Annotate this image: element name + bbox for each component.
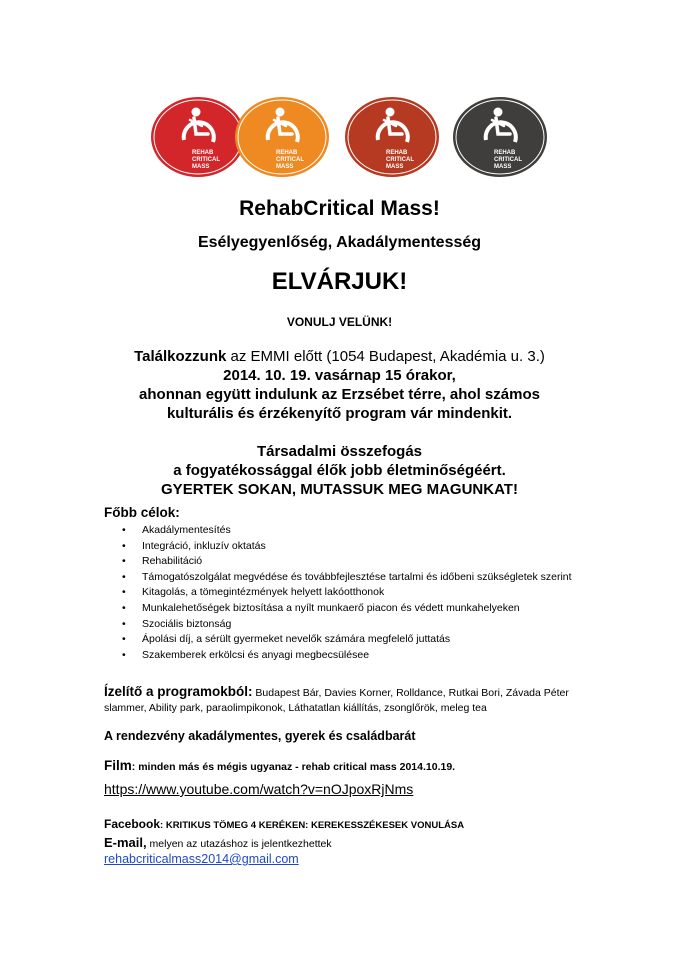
logo-row (0, 96, 679, 178)
svg-text:REHAB: REHAB (276, 150, 298, 156)
bullet: • (122, 633, 126, 646)
bullet: • (122, 555, 126, 568)
list-item: • Kitagolás, a tömegintézmények helyett lakóotthonok (122, 586, 385, 599)
wheelchair-logo-icon (344, 96, 440, 178)
meeting-date: 2014. 10. 19. vasárnap 15 órakor, (223, 367, 456, 384)
svg-text:MASS: MASS (192, 164, 210, 170)
meeting-info (0, 347, 679, 423)
bullet: • (122, 539, 126, 552)
meeting-line-4: kulturális és érzékenyítő program vár mindenkit. (166, 405, 513, 422)
svg-text:MASS: MASS (276, 164, 294, 170)
page-subtitle: Esélyegyenlőség, Akadálymentesség (197, 234, 482, 251)
bullet: • (122, 617, 126, 630)
svg-text:REHAB: REHAB (494, 150, 516, 156)
svg-text:REHAB: REHAB (192, 150, 214, 156)
meeting-line-3: ahonnan együtt indulunk az Erzsébet térre, ahol számos (139, 386, 540, 403)
email-info (104, 835, 332, 850)
svg-text:MASS: MASS (386, 164, 404, 170)
solidarity-line-3: GYERTEK SOKAN, MUTASSUK MEG MAGUNKAT! (161, 481, 518, 498)
solidarity-block (0, 442, 679, 499)
meeting-line-1 (0, 347, 679, 366)
goals-heading: Főbb célok: (104, 505, 180, 520)
wheelchair-logo-icon (150, 96, 246, 178)
list-item: • Munkalehetőségek biztosítása a nyílt munkaerő piacon és védett munkahelyeken (122, 601, 520, 614)
rehab-critical-mass-logo-red (150, 96, 246, 178)
bullet: • (122, 648, 126, 661)
facebook-group-name: KRITIKUS TÖMEG 4 KERÉKEN: KEREKESSZÉKESEK VONULÁSA (165, 820, 465, 831)
tagline: VONULJ VELÜNK! (286, 315, 393, 329)
program-text: Budapest Bár, Davies Korner, Rolldance, Rutkai Bori, Závada Péter slammer, Ability park, paraolimpikonok, Láthatatlan kiállítás, zsonglőrök, meleg tea (104, 687, 569, 714)
list-item: • Rehabilitáció (122, 555, 203, 568)
meeting-place: az EMMI előtt (1054 Budapest, Akadémia u. 3.) (226, 348, 545, 365)
bullet: • (122, 570, 126, 583)
accessibility-note: A rendezvény akadálymentes, gyerek és családbarát (104, 729, 416, 743)
facebook-info: Facebook: KRITIKUS TÖMEG 4 KERÉKEN: KEREKESSZÉKESEK VONULÁSA (104, 817, 465, 831)
email-link[interactable]: rehabcriticalmass2014@gmail.com (104, 852, 299, 866)
wheelchair-logo-icon (234, 96, 330, 178)
film-text: minden más és mégis ugyanaz - rehab critical mass 2014.10.19. (138, 761, 456, 773)
rehab-critical-mass-logo-darkred (344, 96, 440, 178)
program-list (104, 684, 574, 716)
solidarity-line-2: a fogyatékossággal élők jobb életminőségéért. (173, 462, 506, 479)
youtube-link[interactable]: https://www.youtube.com/watch?v=nOJpoxRjNms (104, 781, 414, 797)
svg-text:CRITICAL: CRITICAL (276, 157, 304, 163)
rehab-critical-mass-logo-orange (234, 96, 330, 178)
solidarity-line-1: Társadalmi összefogás (256, 443, 423, 460)
svg-text:REHAB: REHAB (386, 150, 408, 156)
meeting-lead: Találkozzunk (134, 348, 227, 365)
list-item: • Akadálymentesítés (122, 524, 231, 536)
list-item: • Támogatószolgálat megvédése és továbbfejlesztése tartalmi és időbeni szükségletek szerint (122, 570, 572, 583)
svg-text:MASS: MASS (494, 164, 512, 170)
wheelchair-logo-icon (452, 96, 548, 178)
email-text: melyen az utazáshoz is jelentkezhettek (146, 838, 332, 850)
film-label: Film (104, 758, 132, 773)
program-heading: Ízelítő a programokból: (104, 684, 253, 699)
list-item: • Szociális biztonság (122, 617, 232, 630)
bullet: • (122, 586, 126, 599)
email-label: E-mail, (104, 835, 147, 850)
bullet: • (122, 524, 126, 536)
list-item: • Integráció, inkluzív oktatás (122, 539, 266, 552)
page-title: RehabCritical Mass! (239, 197, 440, 220)
list-item: • Ápolási díj, a sérült gyermeket nevelők számára megfelelő juttatás (122, 633, 451, 646)
film-info: Film: minden más és mégis ugyanaz - rehab critical mass 2014.10.19. (104, 758, 456, 773)
goals-list (104, 524, 574, 664)
list-item: • Szakemberek erkölcsi és anyagi megbecsülésee (122, 648, 370, 661)
svg-text:CRITICAL: CRITICAL (192, 157, 220, 163)
facebook-label: Facebook (104, 817, 161, 831)
bullet: • (122, 601, 126, 614)
headline: ELVÁRJUK! (271, 268, 408, 295)
svg-text:CRITICAL: CRITICAL (386, 157, 414, 163)
svg-text:CRITICAL: CRITICAL (494, 157, 522, 163)
rehab-critical-mass-logo-gray (452, 96, 548, 178)
